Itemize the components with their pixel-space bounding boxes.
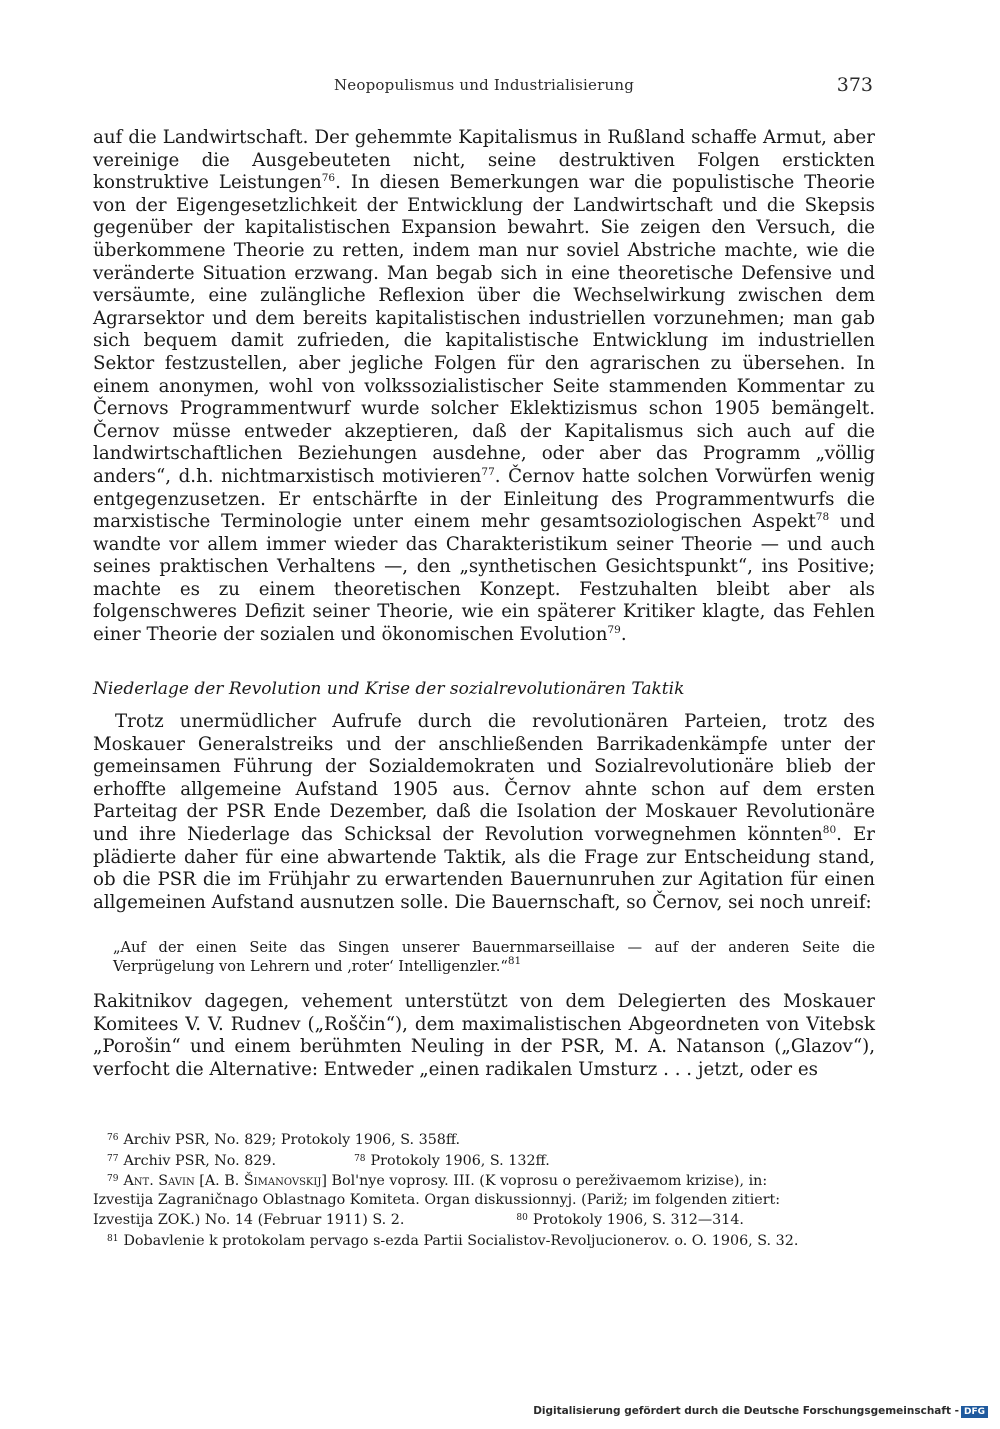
footnote-editor: Šimanovskij [243,1173,322,1189]
footnote-text: Dobavlenie k protokolam pervago s-ezda Partii Socialistov-Revoljucionerov. o. O. 1906, S. 32. [123,1232,799,1249]
text-segment: Rakitnikov dagegen, vehement unterstützt von dem Delegierten des Moskauer Komitees V. V. Rudnev („Roščin“), dem maximalistischen Abgeordneten von Vitebsk „Porošin“ und einem berühmten Neuling in der PSR, M. A. Natanson („Glazov“), verfocht die Alternative: Entweder „einen radikalen Umsturz . . . jetzt, oder es [93,991,875,1080]
footnote-text: ] Bol'nye voprosy. III. (K voprosu o pereživaemom krizise), in: [321,1173,768,1189]
footnote-text: Izvestija ZOK.) No. 14 (Februar 1911) S. 2. [93,1212,405,1228]
digitization-text: Digitalisierung gefördert durch die Deutsche Forschungsgemeinschaft - [533,1405,959,1417]
footnote-text: Archiv PSR, No. 829. [123,1152,277,1169]
text-segment: und wandte vor allem immer wieder das Charakteristikum seiner Theorie — und auch seines praktischen Verhaltens —, den „synthetischen Gesichtspunkt“, ins Positive; machte es zu einem theoretischen Konzept. Festzuhalten bleibt aber als folgenschweres Defizit seiner Theorie, wie ein späterer Kritiker klagte, das Fehlen einer Theorie der sozialen und ökonomischen Evolution [93,511,875,646]
footnote-79 [93,1170,875,1191]
footnote-number: 78 [354,1153,366,1164]
body-paragraph-2 [93,711,875,914]
section-heading: Niederlage der Revolution und Krise der sozialrevolutionären Taktik [93,679,685,699]
footnotes [93,1129,875,1250]
footnote-ref-77[interactable]: 77 [481,465,495,478]
footnote-ref-81[interactable]: 81 [507,955,522,967]
text-segment: Trotz unermüdlicher Aufrufe durch die revolutionären Parteien, trotz des Moskauer Generalstreiks und der anschließenden Barrikadenkämpfe unter der gemeinsamen Führung der Sozialdemokraten und Sozialrevolutionäre blieb der erhoffte allgemeine Aufstand 1905 aus. Černov ahnte schon auf dem ersten Parteitag der PSR Ende Dezember, daß die Isolation der Moskauer Revolutionäre und ihre Niederlage das Schicksal der Revolution vorwegnehmen könnten [93,711,875,845]
body-paragraph-1 [93,127,875,647]
footnote-77-78 [93,1150,875,1171]
body-paragraph-3 [93,991,875,1081]
footnote-text: Protokoly 1906, S. 132ff. [370,1152,550,1169]
footnote-number: 81 [107,1233,119,1244]
footnote-79-continued: Izvestija Zagraničnago Oblastnago Komiteta. Organ diskussionnyj. (Pariž; im folgenden zitiert: [93,1191,781,1208]
digitization-note [533,1405,988,1418]
page-header [95,76,873,102]
footnote-ref-79[interactable]: 79 [607,624,621,637]
text-segment: . Er plädierte daher für eine abwartende Taktik, als die Frage zur Entscheidung stand, ob die PSR die im Frühjahr zu erwartenden Bauernunruhen zur Agitation für einen allgemeinen Aufstand ausnutzen solle. Die Bauernschaft, so Černov, sei noch unreif: [93,823,875,913]
footnote-author: Ant. Savin [123,1173,195,1189]
footnote-81 [93,1230,875,1251]
footnote-ref-78[interactable]: 78 [815,511,830,524]
text-segment: . Černov hatte solchen Vorwürfen wenig entgegenzusetzen. Er entschärfte in der Einleitung des Programmentwurfs die marxistische Terminologie unter einem mehr gesamtsoziologischen Aspekt [93,465,875,533]
dfg-logo: DFG [961,1406,988,1418]
footnote-ref-76[interactable]: 76 [321,172,336,185]
page-number: 373 [836,74,873,96]
footnote-ref-80[interactable]: 80 [822,823,837,836]
footnote-number: 79 [107,1174,119,1184]
footnote-number: 76 [107,1133,119,1143]
footnote-text: Protokoly 1906, S. 312—314. [532,1212,744,1228]
footnote-79-80 [93,1209,875,1230]
running-title: Neopopulismus und Industrialisierung [333,76,634,94]
block-quote [113,938,875,976]
text-segment: . [620,624,627,646]
footnote-number: 80 [516,1213,528,1223]
text-segment: . In diesen Bemerkungen war die populistische Theorie von der Eigengesetzlichkeit der Entwicklung der Landwirtschaft und die Skepsis gegenüber der kapitalistischen Expansion bewahrt. Sie zeigen den Versuch, die überkommene Theorie zu retten, indem man nur soviel Abstriche machte, wie die veränderte Situation erzwang. Man begab sich in eine theoretische Defensive und versäumte, eine zulängliche Reflexion über die Wechselwirkung zwischen dem Agrarsektor und dem bereits kapitalistischen industriellen vorzunehmen; man gab sich bequem damit zufrieden, die kapitalistische Entwicklung im industriellen Sektor festzustellen, aber jegliche Folgen für den agrarischen zu übersehen. In einem anonymen, wohl von volkssozialistischer Seite stammenden Kommentar zu Černovs Programmentwurf wurde solcher Eklektizismus schon 1905 bemängelt. Černov müsse entweder akzeptieren, daß der Kapitalismus sich auch auf die landwirtschaftlichen Beziehungen ausdehne, oder aber das Programm „völlig anders“, d.h. nichtmarxistisch motivieren [93,172,876,487]
footnote-76 [93,1129,875,1150]
footnote-text: [A. B. [199,1173,244,1189]
quote-text: „Auf der einen Seite das Singen unserer Bauernmarseillaise — auf der anderen Seite die Verprügelung von Lehrern und ‚roter‘ Intelligenzler.“ [113,939,875,975]
text-segment: auf die Landwirtschaft. Der gehemmte Kapitalismus in Rußland schaffe Armut, aber vereinige die Ausgebeuteten nicht, seine destruktiven Folgen erstickten konstruktive Leistungen [93,127,875,194]
footnote-text: Archiv PSR, No. 829; Protokoly 1906, S. 358ff. [123,1132,461,1148]
footnote-number: 77 [107,1153,119,1164]
